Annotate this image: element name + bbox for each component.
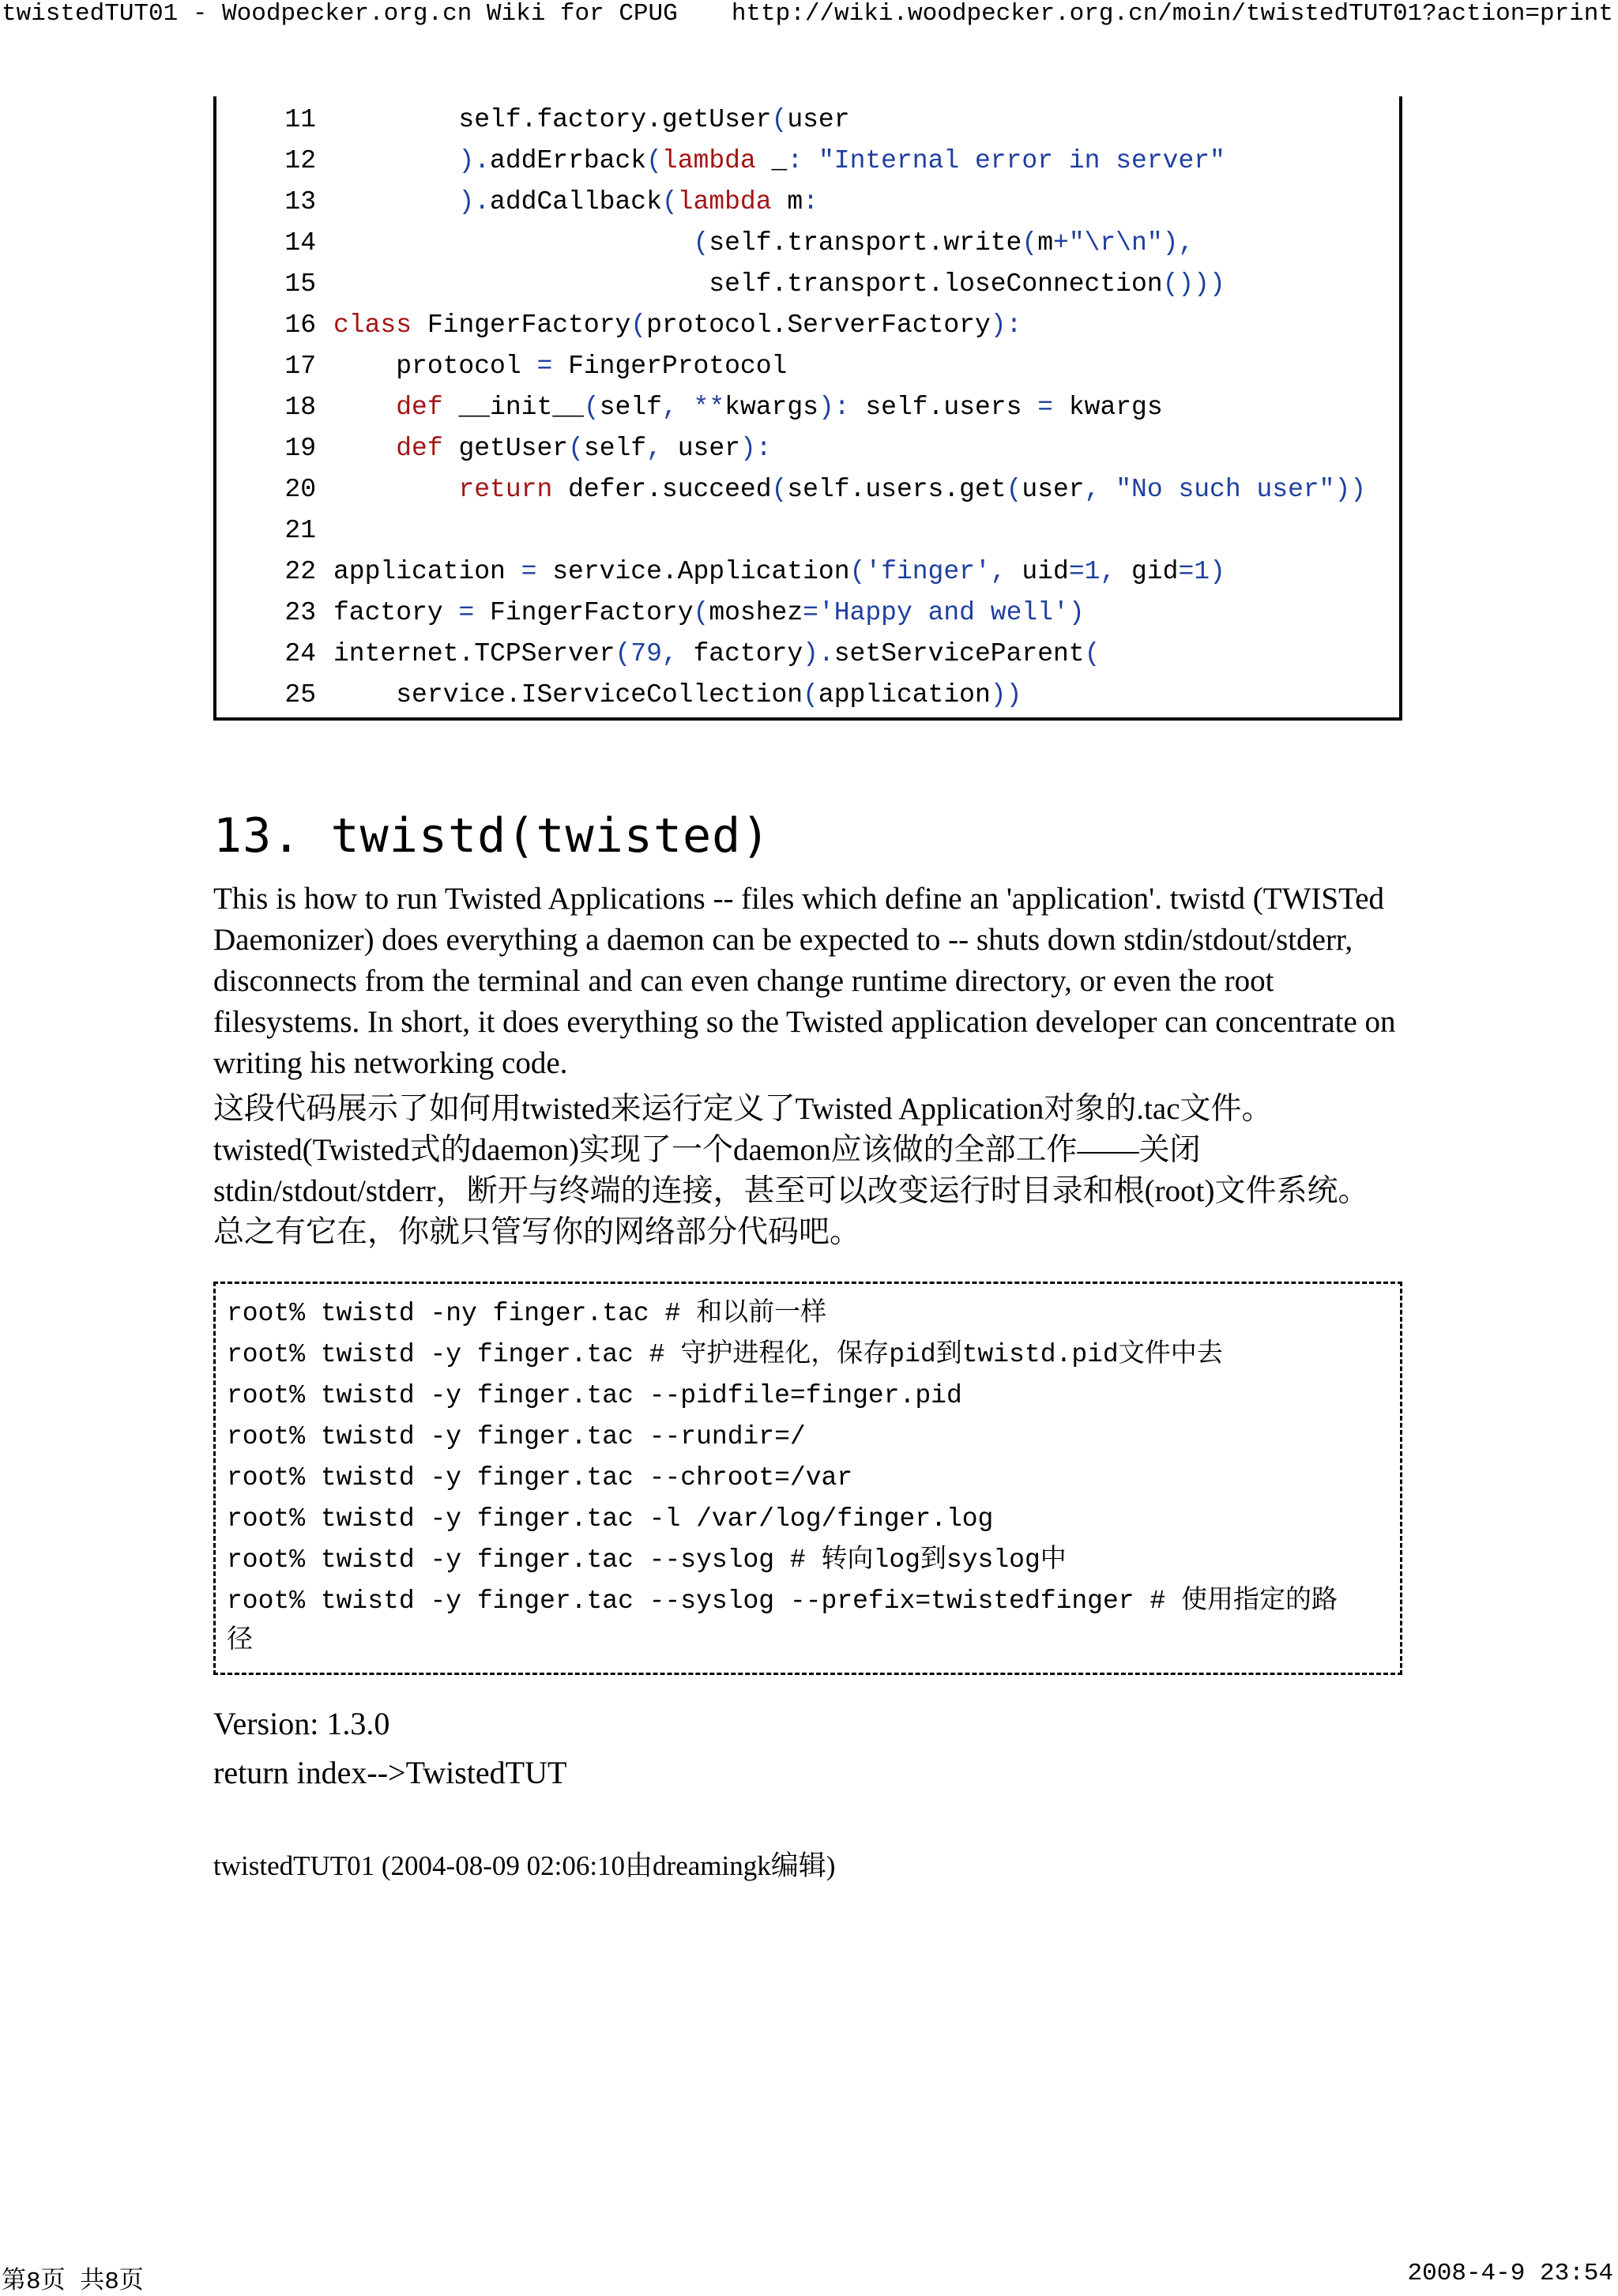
line-number: 19 <box>284 434 316 463</box>
code-token: FingerProtocol <box>552 352 788 381</box>
line-number: 11 <box>284 105 316 134</box>
print-header-url[interactable]: http://wiki.woodpecker.org.cn/moin/twistedTUT01?action=print <box>731 0 1613 28</box>
print-footer-datetime: 2008-4-9 23:54 <box>1407 2260 1613 2287</box>
code-token: = <box>1037 393 1054 422</box>
code-line <box>262 675 1022 716</box>
code-token: : <box>787 146 803 175</box>
code-token: user <box>787 105 850 134</box>
command-line: root% twistd -y finger.tac --pidfile=finger.pid <box>227 1381 962 1410</box>
code-token: 'Happy and well' <box>818 598 1069 627</box>
code-token: ( <box>568 434 584 463</box>
code-token <box>333 228 693 258</box>
code-token: ( <box>803 680 818 710</box>
code-token: , <box>1084 475 1101 504</box>
code-token: , <box>646 434 662 463</box>
code-line <box>262 223 1194 264</box>
code-token: internet.TCPServer <box>333 639 615 668</box>
code-token: , <box>661 393 678 422</box>
chinese-paragraph: 这段代码展示了如何用twisted来运行定义了Twisted Application对象的.tac文件。twisted(Twisted式的daemon)实现了一个daemon应该做的全部工作——关闭stdin/stdout/stderr，断开与终端的连接，甚至可以改变运行时目录和根(root)文件系统。总之有它在，你就只管写你的网络部分代码吧。 <box>213 1092 1369 1249</box>
code-token: lambda <box>677 187 772 216</box>
code-token: + <box>1053 228 1069 258</box>
edit-info: twistedTUT01 (2004-08-09 02:06:10由dreamingk编辑) <box>213 1850 836 1881</box>
command-line: root% twistd -ny finger.tac # 和以前一样 <box>227 1299 827 1328</box>
code-token: ). <box>458 146 491 175</box>
code-token: kwargs <box>1053 393 1163 422</box>
command-line-wrap: 径 <box>227 1626 253 1655</box>
code-line <box>262 510 333 551</box>
code-token: ( <box>849 557 866 586</box>
code-token: ): <box>990 311 1022 340</box>
code-line <box>262 305 1022 346</box>
line-number: 17 <box>284 352 316 381</box>
code-token: self <box>583 434 647 463</box>
code-token: gid <box>1116 557 1179 586</box>
line-number: 15 <box>284 269 316 299</box>
code-token <box>333 187 458 216</box>
code-listing <box>213 96 1402 721</box>
version-text: Version: 1.3.0 <box>213 1706 390 1741</box>
code-token: = <box>521 557 537 586</box>
section-heading: 13. twistd(twisted) <box>213 808 771 864</box>
code-token: ( <box>583 393 600 422</box>
code-token: self.transport.write <box>709 228 1022 258</box>
code-token: ( <box>693 598 709 627</box>
line-number: 23 <box>284 598 316 627</box>
code-token: self.users.get <box>787 475 1007 504</box>
code-line <box>262 346 787 387</box>
code-token: class <box>333 311 412 340</box>
code-token: addErrback <box>490 146 647 175</box>
code-token <box>333 434 396 463</box>
code-token: defer.succeed <box>552 475 772 504</box>
code-token: return <box>458 475 553 504</box>
code-token <box>1100 475 1116 504</box>
code-token: , <box>990 557 1007 586</box>
code-token: ( <box>646 146 662 175</box>
code-line <box>262 593 1085 634</box>
code-token <box>333 146 458 175</box>
code-line <box>262 634 1100 675</box>
code-token: "Internal error in server" <box>818 146 1225 175</box>
code-token: ): <box>818 393 850 422</box>
code-token: ): <box>739 434 772 463</box>
code-token: FingerFactory <box>474 598 694 627</box>
code-token: setServiceParent <box>833 639 1085 668</box>
code-token: self.factory.getUser <box>333 105 772 134</box>
code-token: ( <box>1006 475 1022 504</box>
code-token: addCallback <box>490 187 662 216</box>
code-token: kwargs <box>724 393 818 422</box>
code-token: m <box>771 187 803 216</box>
command-line: root% twistd -y finger.tac --syslog --prefix=twistedfinger # 使用指定的路 <box>227 1586 1338 1616</box>
code-token: )) <box>990 680 1022 710</box>
code-token: def <box>396 393 443 422</box>
print-footer-page: 第8页 共8页 <box>2 2268 144 2296</box>
code-token: "\r\n" <box>1068 228 1163 258</box>
code-token: _ <box>755 146 788 175</box>
code-token: FingerFactory <box>412 311 631 340</box>
code-token: ( <box>771 105 788 134</box>
code-token: 79 <box>630 639 662 668</box>
code-token: 1 <box>1194 557 1210 586</box>
line-number: 18 <box>284 393 316 422</box>
code-token: ( <box>771 475 788 504</box>
code-token: ) <box>1068 598 1085 627</box>
return-index-link[interactable]: return index-->TwistedTUT <box>213 1755 567 1790</box>
line-number: 21 <box>284 516 316 545</box>
code-token <box>678 393 694 422</box>
line-number: 24 <box>284 639 316 668</box>
line-number: 16 <box>284 311 316 340</box>
code-line <box>262 428 772 469</box>
code-token: protocol.ServerFactory <box>646 311 991 340</box>
code-line <box>262 551 1225 593</box>
code-token: 1 <box>1084 557 1101 586</box>
line-number: 13 <box>284 187 316 216</box>
code-token: ( <box>1022 228 1038 258</box>
line-number: 12 <box>284 146 316 175</box>
code-token: ( <box>1084 639 1101 668</box>
line-number: 22 <box>284 557 316 586</box>
code-token: )) <box>1334 475 1367 504</box>
code-token: ) <box>1210 557 1225 586</box>
code-token: = <box>1068 557 1085 586</box>
command-line: root% twistd -y finger.tac --chroot=/var <box>227 1463 853 1492</box>
print-header-title: twistedTUT01 - Woodpecker.org.cn Wiki for CPUG <box>2 0 678 28</box>
code-token <box>333 475 458 504</box>
line-number: 25 <box>284 680 316 710</box>
code-token: = <box>1178 557 1195 586</box>
code-line <box>262 100 850 141</box>
code-token: __init__ <box>442 393 584 422</box>
code-token: = <box>803 598 818 627</box>
code-line <box>262 141 1225 182</box>
code-token: ( <box>693 228 709 258</box>
command-line: root% twistd -y finger.tac --syslog # 转向log到syslog中 <box>227 1545 1067 1575</box>
code-token: self.transport.loseConnection <box>333 269 1163 299</box>
code-token: service.Application <box>536 557 850 586</box>
command-line: root% twistd -y finger.tac -l /var/log/finger.log <box>227 1504 994 1534</box>
code-line <box>262 182 818 223</box>
code-token: user <box>661 434 740 463</box>
code-line <box>262 387 1163 428</box>
code-token: ). <box>458 187 491 216</box>
code-token: factory <box>333 598 459 627</box>
command-line: root% twistd -y finger.tac --rundir=/ <box>227 1422 806 1451</box>
code-token: ( <box>661 187 678 216</box>
code-token: ). <box>803 639 834 668</box>
line-number: 20 <box>284 475 316 504</box>
code-token <box>333 393 396 422</box>
code-token: : <box>803 187 818 216</box>
code-token: = <box>536 352 553 381</box>
code-token: protocol <box>333 352 537 381</box>
code-token: getUser <box>442 434 569 463</box>
code-token: moshez <box>709 598 803 627</box>
english-paragraph: This is how to run Twisted Applications -- files which define an 'application'. twistd (TWISTed Daemonizer) does everything a daemon can be expected to -- shuts down stdin/stdout/stderr, disconnects from the terminal and can even change runtime directory, or even the root filesystems. In short, it does everything so the Twisted application developer can concentrate on writing his networking code. <box>213 882 1396 1080</box>
code-token: application <box>818 680 991 710</box>
code-line <box>262 469 1366 510</box>
code-token: uid <box>1006 557 1069 586</box>
code-token: lambda <box>661 146 756 175</box>
code-token <box>803 146 818 175</box>
code-token: = <box>458 598 475 627</box>
code-token: service.IServiceCollection <box>333 680 803 710</box>
code-token: def <box>396 434 443 463</box>
code-token: ( <box>630 311 647 340</box>
code-token: , <box>1100 557 1116 586</box>
code-token: ( <box>615 639 631 668</box>
code-token: ), <box>1162 228 1195 258</box>
code-token: user <box>1022 475 1085 504</box>
code-token: ** <box>693 393 725 422</box>
code-token: "No such user" <box>1116 475 1335 504</box>
code-token: application <box>333 557 521 586</box>
code-token: factory <box>677 639 803 668</box>
command-block <box>213 1282 1402 1675</box>
command-line: root% twistd -y finger.tac # 守护进程化，保存pid到twistd.pid文件中去 <box>227 1340 1223 1369</box>
code-token: self <box>599 393 662 422</box>
code-token: , <box>661 639 678 668</box>
code-line <box>262 264 1225 305</box>
code-token: self.users <box>849 393 1038 422</box>
code-token: m <box>1037 228 1053 258</box>
line-number: 14 <box>284 228 316 258</box>
code-token: ())) <box>1162 269 1225 299</box>
code-token: 'finger' <box>865 557 991 586</box>
